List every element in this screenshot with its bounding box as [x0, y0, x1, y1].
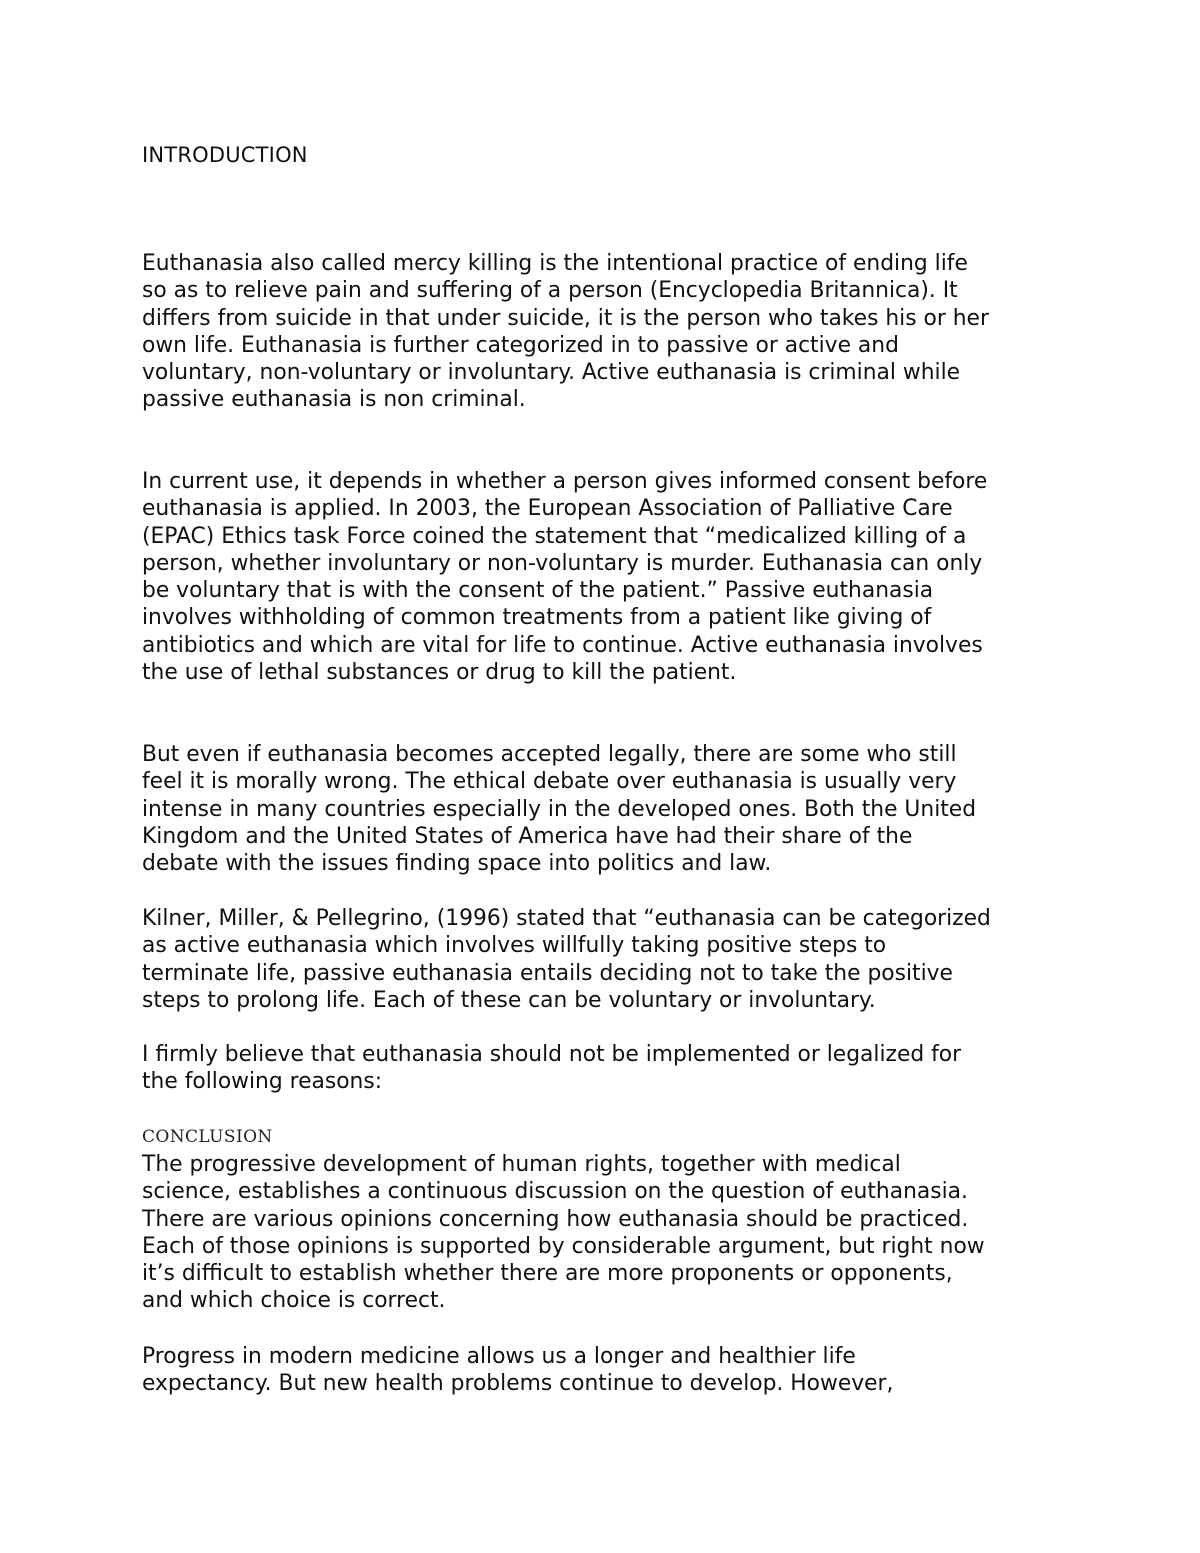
text-line: antibiotics and which are vital for life to continue. Active euthanasia involves [142, 632, 983, 658]
text-line: science, establishes a continuous discussion on the question of euthanasia. [142, 1179, 968, 1205]
text-line: debate with the issues finding space into politics and law. [142, 851, 772, 877]
text-line: Progress in modern medicine allows us a longer and healthier life [142, 1344, 856, 1369]
paragraph-modern-medicine [142, 1343, 1082, 1398]
text-line: expectancy. But new health problems continue to develop. However, [142, 1371, 894, 1397]
text-line: own life. Euthanasia is further categorized in to passive or active and [142, 332, 899, 358]
introduction-heading: INTRODUCTION [142, 143, 308, 167]
paragraph-thesis [142, 1041, 1082, 1096]
paragraph-kilner-quote [142, 905, 1082, 1014]
text-line: I firmly believe that euthanasia should not be implemented or legalized for [142, 1042, 962, 1067]
text-line: The progressive development of human rights, together with medical [142, 1152, 901, 1177]
text-line: Kilner, Miller, & Pellegrino, (1996) stated that “euthanasia can be categorized [142, 906, 991, 931]
text-line: terminate life, passive euthanasia entails deciding not to take the positive [142, 960, 953, 986]
text-line: Kingdom and the United States of America have had their share of the [142, 823, 913, 849]
paragraph-definition [142, 250, 1082, 414]
text-line: Euthanasia also called mercy killing is the intentional practice of ending life [142, 251, 968, 276]
text-line: be voluntary that is with the consent of the patient.” Passive euthanasia [142, 578, 934, 604]
text-line: passive euthanasia is non criminal. [142, 387, 526, 413]
text-line: the following reasons: [142, 1069, 383, 1095]
text-line: Each of those opinions is supported by considerable argument, but right now [142, 1233, 985, 1259]
text-line: In current use, it depends in whether a person gives informed consent before [142, 469, 988, 494]
text-line: There are various opinions concerning how euthanasia should be practiced. [142, 1206, 969, 1232]
paragraph-ethical-debate [142, 741, 1082, 877]
conclusion-heading: CONCLUSION [142, 1127, 273, 1147]
text-line: euthanasia is applied. In 2003, the European Association of Palliative Care [142, 496, 953, 522]
text-line: so as to relieve pain and suffering of a person (Encyclopedia Britannica). It [142, 278, 958, 304]
text-line: and which choice is correct. [142, 1288, 446, 1314]
text-line: intense in many countries especially in the developed ones. Both the United [142, 796, 977, 822]
paragraph-current-use [142, 468, 1082, 686]
text-line: steps to prolong life. Each of these can be voluntary or involuntary. [142, 987, 876, 1013]
text-line: the use of lethal substances or drug to kill the patient. [142, 660, 737, 686]
text-line: it’s difficult to establish whether there are more proponents or opponents, [142, 1261, 953, 1287]
text-line: as active euthanasia which involves willfully taking positive steps to [142, 933, 887, 959]
paragraph-conclusion [142, 1151, 1082, 1315]
text-line: voluntary, non-voluntary or involuntary. Active euthanasia is criminal while [142, 360, 961, 386]
text-line: person, whether involuntary or non-voluntary is murder. Euthanasia can only [142, 550, 983, 576]
text-line: differs from suicide in that under suicide, it is the person who takes his or her [142, 305, 989, 331]
text-line: But even if euthanasia becomes accepted legally, there are some who still [142, 742, 957, 767]
text-line: (EPAC) Ethics task Force coined the statement that “medicalized killing of a [142, 523, 967, 549]
text-line: feel it is morally wrong. The ethical debate over euthanasia is usually very [142, 769, 957, 795]
text-line: involves withholding of common treatments from a patient like giving of [142, 605, 932, 631]
